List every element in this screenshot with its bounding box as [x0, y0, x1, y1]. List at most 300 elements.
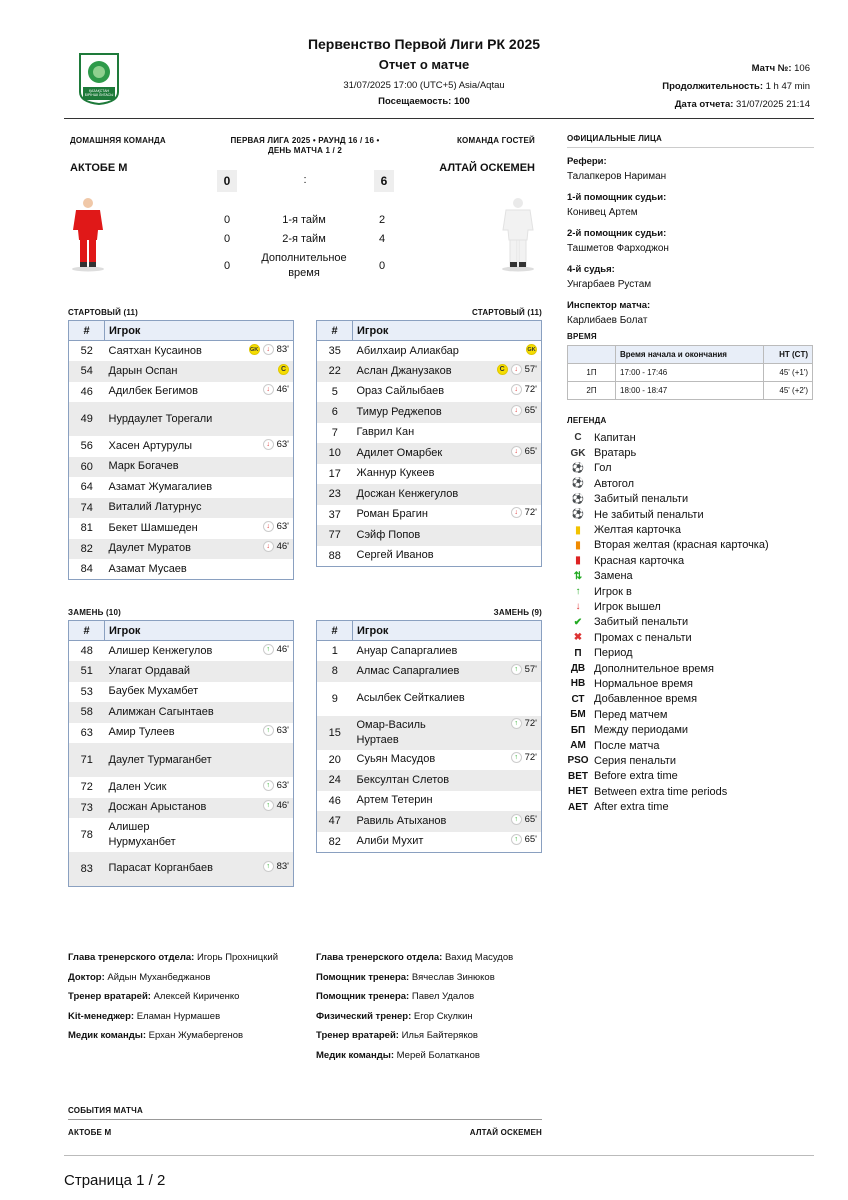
legend-item — [567, 707, 814, 722]
staff-role: Помощник тренера: — [316, 971, 410, 983]
player-row — [317, 770, 542, 791]
official-name: Талапкеров Нариман — [567, 171, 667, 182]
player-cell — [353, 641, 542, 662]
player-cell — [353, 770, 542, 791]
legend-abbr: БМ — [570, 709, 586, 721]
event-minute: 57' — [524, 663, 537, 675]
player-number: 64 — [80, 481, 93, 494]
legend-item — [567, 692, 814, 707]
player-number: 5 — [331, 385, 338, 398]
report-date: Дата отчета: 31/07/2025 21:14 — [674, 99, 810, 110]
goalkeeper-icon: GK — [249, 344, 260, 355]
staff-member — [68, 1026, 308, 1046]
event-minute: 72' — [524, 752, 537, 764]
player-in-icon: ↑ — [263, 800, 274, 811]
legend-item — [567, 599, 814, 614]
player-number: 17 — [328, 467, 341, 480]
legend-abbr: HET — [568, 786, 588, 798]
legend-item — [567, 476, 814, 491]
player-in-icon: ↑ — [263, 780, 274, 791]
player-cell — [105, 457, 294, 478]
legend-item — [567, 630, 814, 645]
legend-label: Не забитый пенальти — [594, 508, 704, 521]
legend-list — [567, 430, 814, 815]
legend-title: ЛЕГЕНДА — [567, 416, 607, 425]
player-row — [317, 443, 542, 464]
player-events — [511, 814, 537, 825]
player-name: Асылбек Сейткалиев — [356, 692, 465, 704]
player-number: 6 — [317, 402, 353, 423]
report-title: Первенство Первой Лиги РК 2025 — [307, 36, 541, 52]
away-starting-table — [316, 320, 542, 567]
staff-member — [316, 1046, 556, 1066]
legend-label: Вторая желтая (красная карточка) — [594, 539, 769, 552]
player-in-icon: ↑ — [511, 718, 522, 729]
col-player-header: Игрок — [105, 621, 294, 641]
event-minute: 46' — [276, 541, 289, 553]
staff-member — [316, 987, 556, 1007]
legend-label: Между периодами — [594, 724, 689, 737]
event-minute: 63' — [276, 779, 289, 791]
events-home-team: АКТОБЕ М — [68, 1128, 112, 1137]
player-in-icon: ↑ — [263, 644, 274, 655]
player-row — [69, 382, 294, 403]
staff-role: Глава тренерского отдела: — [68, 952, 195, 963]
player-cell — [105, 661, 294, 682]
legend-item — [567, 430, 814, 445]
player-name: Роман Брагин — [356, 508, 428, 521]
player-events — [511, 405, 537, 416]
captain-icon: C — [574, 432, 582, 444]
player-row — [69, 341, 294, 362]
player-in-icon: ↑ — [511, 664, 522, 675]
event-minute: 46' — [276, 800, 289, 812]
player-row — [69, 518, 294, 539]
player-cell — [105, 436, 294, 457]
player-name: Ануар Сапаргалиев — [356, 644, 458, 657]
player-name: Тимур Реджепов — [356, 405, 442, 418]
player-cell — [105, 743, 294, 777]
officials-title: ОФИЦИАЛЬНЫЕ ЛИЦА — [567, 134, 662, 143]
player-name: Даулет Турмаганбет — [108, 753, 212, 766]
player-cell — [105, 559, 294, 580]
match-number: Матч №: 106 — [751, 63, 810, 74]
player-number: 51 — [69, 661, 105, 682]
legend-abbr: PSO — [567, 755, 589, 767]
player-events — [511, 718, 537, 729]
event-minute: 46' — [276, 384, 289, 396]
captain-icon: C — [497, 364, 508, 375]
home-staff — [68, 948, 308, 1046]
staff-member — [68, 1007, 308, 1027]
official-role: 1-й помощник судьи: — [567, 192, 667, 203]
player-name: Дарын Оспан — [108, 364, 178, 377]
staff-role: Медик команды: — [68, 1030, 146, 1041]
player-events — [263, 521, 289, 532]
away-subs-table — [316, 620, 542, 853]
player-cell — [105, 641, 294, 662]
player-row — [317, 682, 542, 716]
staff-name: Ерхан Жумабергенов — [148, 1030, 244, 1041]
legend-abbr: П — [574, 647, 582, 659]
staff-name: Мерей Болатканов — [396, 1049, 480, 1061]
player-cell — [105, 723, 294, 744]
official-role: Инспектор матча: — [567, 300, 651, 311]
event-minute: 83' — [276, 343, 289, 355]
player-number: 49 — [69, 402, 105, 436]
player-cell — [353, 464, 542, 485]
away-subs-label: ЗАМЕНЬ (9) — [493, 608, 542, 617]
player-row — [317, 423, 542, 444]
player-name: Сэйф Попов — [356, 528, 421, 541]
player-cell — [353, 832, 542, 853]
col-num-header: # — [317, 621, 353, 641]
legend-label: Игрок вышел — [594, 600, 661, 613]
legend-item — [567, 645, 814, 660]
duration: Продолжительность: 1 h 47 min — [662, 81, 810, 92]
player-in-icon: ↑ — [511, 814, 522, 825]
et-home: 0 — [223, 260, 231, 272]
player-events — [497, 364, 537, 375]
legend-label: Автогол — [594, 477, 635, 490]
legend-item — [567, 769, 814, 784]
away-starting-label: СТАРТОВЫЙ (11) — [471, 308, 542, 317]
staff-member — [68, 968, 308, 988]
player-row — [317, 546, 542, 567]
player-name: Азамат Жумагалиев — [108, 480, 213, 493]
player-row — [317, 484, 542, 505]
staff-name: Вячеслав Зинюков — [411, 971, 495, 983]
player-row — [317, 791, 542, 812]
p1-home: 0 — [223, 214, 231, 226]
player-number: 82 — [328, 835, 341, 848]
player-number: 82 — [69, 539, 105, 560]
substitution-icon: ⇅ — [573, 570, 583, 582]
goalkeeper-icon: GK — [526, 344, 537, 355]
home-kit-icon — [70, 192, 106, 275]
player-cell — [353, 443, 542, 464]
player-cell — [105, 341, 294, 362]
player-events — [263, 644, 289, 655]
player-row — [69, 559, 294, 580]
player-row — [317, 382, 542, 403]
legend-item — [567, 661, 814, 676]
legend-label: Перед матчем — [594, 708, 668, 721]
legend-label: Before extra time — [594, 770, 678, 783]
player-number: 58 — [69, 702, 105, 723]
events-away-team: АЛТАЙ ОСКЕМЕН — [469, 1128, 542, 1137]
player-number: 24 — [317, 770, 353, 791]
away-team-name: АЛТАЙ ОСКЕМЕН — [439, 162, 535, 174]
player-events — [511, 752, 537, 763]
player-row — [317, 525, 542, 546]
player-cell — [353, 361, 542, 382]
event-minute: 46' — [276, 643, 289, 655]
player-row — [317, 402, 542, 423]
official-name: Унгарбаев Рустам — [567, 279, 652, 290]
staff-role: Медик команды: — [316, 1049, 394, 1061]
score-separator: : — [303, 174, 307, 186]
legend-abbr: ДВ — [570, 663, 586, 675]
staff-member — [316, 968, 556, 988]
staff-member — [316, 948, 556, 968]
legend-item — [567, 553, 814, 568]
player-cell — [353, 661, 542, 682]
legend-label: Капитан — [594, 431, 636, 444]
player-row — [69, 498, 294, 519]
home-subs-label: ЗАМЕНЬ (10) — [68, 608, 121, 617]
player-row — [69, 457, 294, 478]
player-cell — [105, 852, 294, 886]
penalty-missed-icon: ⚽ — [571, 509, 585, 521]
player-cell — [353, 750, 542, 771]
player-number: 88 — [328, 549, 341, 562]
player-name: Амир Тулеев — [108, 726, 175, 739]
legend-label: Вратарь — [594, 447, 637, 460]
event-minute: 63' — [276, 438, 289, 450]
legend-label: Between extra time periods — [594, 785, 728, 798]
staff-name: Айдын Муханбеджанов — [107, 971, 211, 983]
page-number: Страница 1 / 2 — [64, 1172, 166, 1189]
player-row — [69, 661, 294, 682]
player-row — [317, 361, 542, 382]
player-out-icon: ↓ — [575, 601, 581, 613]
player-cell — [353, 423, 542, 444]
legend-abbr: НВ — [570, 678, 586, 690]
event-minute: 72' — [524, 717, 537, 729]
player-in-icon: ↑ — [575, 586, 581, 598]
player-cell — [105, 539, 294, 560]
player-row — [317, 811, 542, 832]
away-kit-icon — [500, 192, 536, 275]
et-label: Дополнительное время — [261, 252, 347, 279]
home-score: 0 — [217, 170, 237, 192]
player-events — [263, 780, 289, 791]
player-number: 60 — [69, 457, 105, 478]
staff-role: Помощник тренера: — [316, 991, 410, 1002]
legend-item — [567, 753, 814, 768]
official-name: Ташметов Фарходжон — [567, 243, 669, 254]
player-number: 78 — [80, 829, 93, 841]
player-name: Артем Тетерин — [356, 794, 433, 807]
player-events — [263, 439, 289, 450]
home-starting-table — [68, 320, 294, 580]
player-events — [263, 861, 289, 872]
player-name: Парасат Корганбаев — [108, 862, 213, 875]
player-cell — [353, 341, 542, 362]
player-cell — [353, 811, 542, 832]
player-row — [69, 682, 294, 703]
player-number: 46 — [80, 385, 93, 398]
player-out-icon: ↓ — [263, 521, 274, 532]
legend-label: Гол — [594, 462, 612, 475]
legend-label: Желтая карточка — [594, 524, 681, 537]
match-datetime: 31/07/2025 17:00 (UTC+5) Asia/Aqtau — [343, 80, 505, 91]
round-label: ПЕРВАЯ ЛИГА 2025 • РАУНД 16 / 16 • ДЕНЬ МАТЧА 1 / 2 — [230, 136, 380, 155]
player-out-icon: ↓ — [263, 541, 274, 552]
legend-item — [567, 784, 814, 799]
staff-member — [68, 948, 308, 968]
player-row — [69, 852, 294, 886]
player-name: Хасен Артурулы — [108, 439, 193, 452]
legend-label: Красная карточка — [594, 554, 685, 567]
col-num-header: # — [69, 621, 105, 641]
player-number: 10 — [317, 443, 353, 464]
player-name: Омар-Василь Нуртаев — [356, 718, 426, 746]
player-name: Бекет Шамшеден — [108, 521, 198, 534]
player-row — [69, 402, 294, 436]
legend-abbr: БП — [570, 724, 586, 736]
player-cell — [105, 361, 294, 382]
player-name: Алмас Сапаргалиев — [356, 664, 460, 677]
legend-label: Забитый пенальти — [594, 616, 689, 629]
shootout-missed-icon: ✖ — [573, 632, 583, 644]
player-row — [69, 361, 294, 382]
player-out-icon: ↓ — [511, 446, 522, 457]
legend-item — [567, 569, 814, 584]
player-events — [511, 834, 537, 845]
official-name: Карлибаев Болат — [567, 315, 648, 326]
logo-text: ҚАЗАҚСТАН БІРІНШІ ЛИГАСЫ — [84, 89, 114, 97]
legend-item — [567, 461, 814, 476]
player-name: Алишер Нурмуханбет — [108, 821, 176, 848]
player-row — [69, 743, 294, 777]
player-cell — [105, 382, 294, 403]
legend-label: Добавленное время — [594, 693, 698, 706]
event-minute: 65' — [524, 445, 537, 457]
legend-item — [567, 615, 814, 630]
player-row — [317, 341, 542, 362]
player-in-icon: ↑ — [511, 752, 522, 763]
away-team-label: КОМАНДА ГОСТЕЙ — [456, 136, 535, 145]
player-number: 22 — [317, 361, 353, 382]
event-minute: 83' — [276, 861, 289, 873]
p2-label: 2-я тайм — [282, 233, 326, 245]
player-name: Баубек Мухамбет — [108, 685, 199, 698]
player-number: 53 — [80, 685, 93, 698]
player-cell — [105, 682, 294, 703]
events-title: СОБЫТИЯ МАТЧА — [68, 1106, 143, 1115]
legend-item — [567, 522, 814, 537]
player-events — [511, 446, 537, 457]
p1-label: 1-я тайм — [282, 214, 326, 226]
player-number: 73 — [69, 798, 105, 819]
legend-item — [567, 492, 814, 507]
player-name: Улагат Ордавай — [108, 664, 190, 677]
event-minute: 72' — [524, 384, 537, 396]
player-number: 74 — [69, 498, 105, 519]
shootout-scored-icon: ✔ — [573, 616, 583, 628]
staff-name: Алексей Кириченко — [153, 991, 240, 1002]
player-number: 48 — [80, 645, 93, 657]
time-title: ВРЕМЯ — [567, 332, 597, 341]
player-name: Гаврил Кан — [356, 426, 415, 439]
staff-name: Илья Байтеряков — [401, 1030, 478, 1041]
captain-icon: C — [278, 364, 289, 375]
player-name: Адилет Омарбек — [356, 446, 443, 459]
attendance: Посещаемость: 100 — [378, 96, 470, 107]
legend-item — [567, 507, 814, 522]
player-cell — [105, 777, 294, 798]
player-events — [263, 725, 289, 736]
player-number: 15 — [317, 716, 353, 750]
second-yellow-icon: ▮ — [575, 539, 581, 551]
event-minute: 65' — [524, 813, 537, 825]
player-out-icon: ↓ — [511, 507, 522, 518]
staff-name: Игорь Прохницкий — [196, 952, 278, 963]
official-role: 2-й помощник судьи: — [567, 228, 667, 239]
player-number: 71 — [69, 743, 105, 777]
legend-abbr: BET — [568, 770, 588, 782]
officials-list — [567, 156, 814, 336]
legend-label: Забитый пенальти — [594, 493, 689, 506]
player-out-icon: ↓ — [511, 364, 522, 375]
col-player-header: Игрок — [105, 321, 294, 341]
player-name: Виталий Латурнус — [108, 501, 202, 514]
legend-item — [567, 676, 814, 691]
player-name: Нурдаулет Торегали — [108, 412, 213, 425]
player-cell — [105, 798, 294, 819]
player-number: 20 — [328, 753, 341, 766]
player-cell — [353, 402, 542, 423]
player-name: Алимжан Сагынтаев — [108, 705, 214, 718]
player-name: Аслан Джанузаков — [356, 364, 452, 377]
player-number: 63 — [80, 726, 93, 739]
staff-name: Вахид Масудов — [444, 952, 514, 963]
player-cell — [353, 716, 542, 750]
player-cell — [353, 382, 542, 403]
player-name: Бексултан Слетов — [356, 773, 450, 786]
p2-home: 0 — [223, 233, 231, 245]
player-row — [317, 505, 542, 526]
player-row — [317, 750, 542, 771]
player-name: Равиль Атыханов — [356, 814, 447, 827]
player-events — [263, 541, 289, 552]
player-name: Дален Усик — [108, 780, 167, 793]
home-starting-label: СТАРТОВЫЙ (11) — [68, 308, 139, 317]
player-name: Азамат Мусаев — [108, 562, 187, 575]
player-events — [249, 344, 289, 355]
staff-name: Егор Скулкин — [413, 1010, 473, 1022]
player-out-icon: ↓ — [511, 384, 522, 395]
player-cell — [105, 518, 294, 539]
player-number: 81 — [80, 522, 93, 535]
legend-item — [567, 445, 814, 460]
player-cell — [353, 484, 542, 505]
player-out-icon: ↓ — [263, 384, 274, 395]
p2-away: 4 — [378, 233, 386, 245]
player-cell — [353, 546, 542, 567]
legend-label: Серия пенальти — [594, 754, 677, 767]
player-in-icon: ↑ — [511, 834, 522, 845]
player-name: Сергей Иванов — [356, 549, 434, 561]
col-player-header: Игрок — [353, 621, 542, 641]
staff-role: Доктор: — [68, 971, 105, 983]
player-name: Досжан Арыстанов — [108, 801, 207, 814]
player-name: Алиби Мухит — [356, 835, 424, 847]
legend-item — [567, 538, 814, 553]
legend-item — [567, 584, 814, 599]
player-number: 8 — [317, 661, 353, 682]
player-cell — [353, 682, 542, 716]
event-minute: 65' — [524, 834, 537, 845]
player-row — [69, 436, 294, 457]
away-score: 6 — [374, 170, 394, 192]
home-team-label: ДОМАШНЯЯ КОМАНДА — [70, 136, 166, 145]
staff-member — [68, 987, 308, 1007]
player-number: 54 — [69, 361, 105, 382]
player-number: 9 — [331, 692, 338, 705]
